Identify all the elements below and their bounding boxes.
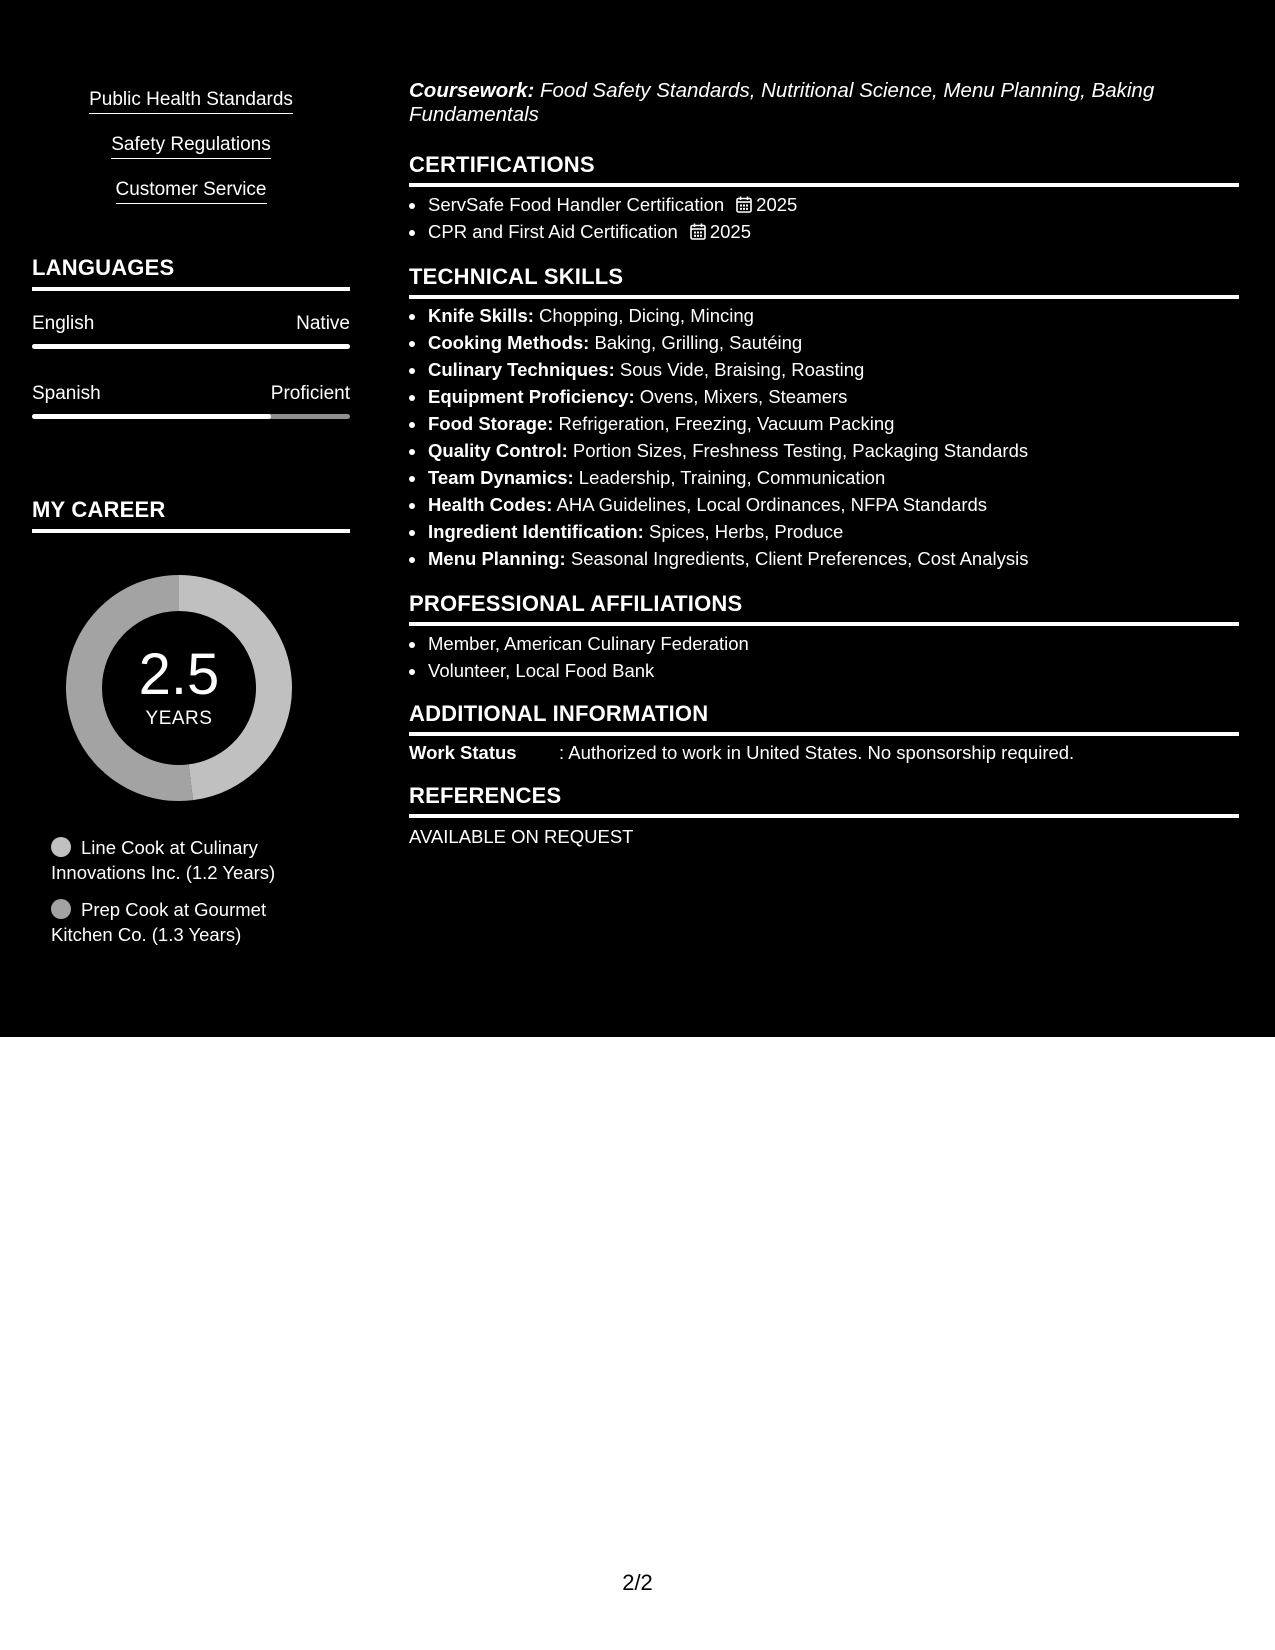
work-status bbox=[409, 742, 1074, 764]
language-bar bbox=[32, 344, 350, 349]
certification-name: CPR and First Aid Certification bbox=[428, 221, 678, 242]
language-row bbox=[32, 313, 350, 335]
career-total-years: 2.5 bbox=[138, 642, 220, 707]
technical-skill-item bbox=[427, 383, 1237, 410]
certification-item bbox=[427, 191, 1237, 218]
work-status-value: : Authorized to work in United States. No sponsorship required. bbox=[559, 742, 1075, 763]
skill-category: Cooking Methods: bbox=[428, 332, 590, 353]
coursework-label: Coursework: bbox=[409, 79, 535, 102]
skill-values: Seasonal Ingredients, Client Preferences, Cost Analysis bbox=[565, 548, 1029, 569]
work-status-label: Work Status bbox=[409, 742, 517, 763]
skill-category: Culinary Techniques: bbox=[428, 359, 615, 380]
career-unit: YEARS bbox=[145, 708, 213, 729]
skill-values: Sous Vide, Braising, Roasting bbox=[614, 359, 865, 380]
coursework-text: Food Safety Standards, Nutritional Science, Menu Planning, Baking Fundamentals bbox=[409, 79, 1155, 126]
references-title: REFERENCES bbox=[409, 783, 1239, 818]
language-level: Proficient bbox=[270, 383, 350, 404]
coursework bbox=[409, 79, 1209, 127]
certification-item bbox=[427, 218, 1237, 245]
skill-label: Customer Service bbox=[116, 179, 267, 204]
skill-category: Ingredient Identification: bbox=[428, 521, 644, 542]
skill-label: Safety Regulations bbox=[111, 134, 271, 159]
references-text: AVAILABLE ON REQUEST bbox=[409, 826, 634, 847]
language-row bbox=[32, 383, 350, 405]
technical-skill-item bbox=[427, 437, 1237, 464]
certification-year: 2025 bbox=[756, 194, 798, 215]
additional-info-title: ADDITIONAL INFORMATION bbox=[409, 701, 1239, 736]
skill-category: Food Storage: bbox=[428, 413, 554, 434]
skill-label: Public Health Standards bbox=[89, 89, 293, 114]
career-legend-label: Line Cook at Culinary Innovations Inc. (1.2 Years) bbox=[51, 837, 276, 883]
technical-skill-item bbox=[427, 545, 1237, 572]
skill-item bbox=[0, 178, 382, 202]
language-level: Native bbox=[296, 313, 350, 334]
technical-skill-item bbox=[427, 518, 1237, 545]
certification-year: 2025 bbox=[709, 221, 751, 242]
language-bar-fill bbox=[32, 344, 350, 349]
certifications-list bbox=[409, 191, 1237, 245]
skill-values: Spices, Herbs, Produce bbox=[643, 521, 844, 542]
sidebar bbox=[0, 0, 382, 1037]
certification-name: ServSafe Food Handler Certification bbox=[428, 194, 725, 215]
skill-values: Refrigeration, Freezing, Vacuum Packing bbox=[553, 413, 895, 434]
technical-skill-item bbox=[427, 329, 1237, 356]
career-title: MY CAREER bbox=[32, 497, 350, 533]
page-number: 2/2 bbox=[622, 1570, 653, 1595]
technical-skill-item bbox=[427, 410, 1237, 437]
skill-values: AHA Guidelines, Local Ordinances, NFPA Standards bbox=[552, 494, 988, 515]
skill-category: Health Codes: bbox=[428, 494, 553, 515]
technical-skill-item bbox=[427, 302, 1237, 329]
affiliation-item: • Volunteer, Local Food Bank bbox=[427, 657, 1237, 684]
certifications-title: CERTIFICATIONS bbox=[409, 152, 1239, 187]
technical-skills-list bbox=[409, 302, 1237, 572]
career-legend-item bbox=[51, 897, 311, 947]
skill-category: Knife Skills: bbox=[428, 305, 534, 326]
language-bar bbox=[32, 414, 350, 419]
language-name: English bbox=[32, 313, 95, 334]
technical-skill-item bbox=[427, 491, 1237, 518]
affiliations-title: PROFESSIONAL AFFILIATIONS bbox=[409, 591, 1239, 626]
language-name: Spanish bbox=[32, 383, 101, 404]
skill-category: Equipment Proficiency: bbox=[428, 386, 635, 407]
career-legend-item bbox=[51, 835, 311, 885]
technical-skill-item bbox=[427, 464, 1237, 491]
affiliations-list bbox=[409, 630, 1237, 684]
skill-values: Baking, Grilling, Sautéing bbox=[589, 332, 803, 353]
technical-skills-title: TECHNICAL SKILLS bbox=[409, 264, 1239, 299]
legend-dot bbox=[51, 899, 71, 919]
skill-values: Chopping, Dicing, Mincing bbox=[533, 305, 754, 326]
legend-dot bbox=[51, 837, 71, 857]
skill-values: Ovens, Mixers, Steamers bbox=[634, 386, 848, 407]
skill-item bbox=[0, 88, 382, 112]
technical-skill-item bbox=[427, 356, 1237, 383]
affiliation-item: • Member, American Culinary Federation bbox=[427, 630, 1237, 657]
skill-category: Quality Control: bbox=[428, 440, 568, 461]
languages-title: LANGUAGES bbox=[32, 255, 350, 291]
language-bar-fill bbox=[32, 414, 271, 419]
career-legend-label: Prep Cook at Gourmet Kitchen Co. (1.3 Years) bbox=[51, 899, 267, 945]
calendar-icon bbox=[736, 196, 752, 213]
skill-values: Leadership, Training, Communication bbox=[573, 467, 886, 488]
skill-category: Team Dynamics: bbox=[428, 467, 574, 488]
skill-category: Menu Planning: bbox=[428, 548, 566, 569]
main-content bbox=[409, 0, 1239, 1037]
skill-values: Portion Sizes, Freshness Testing, Packaging Standards bbox=[567, 440, 1029, 461]
calendar-icon bbox=[690, 223, 706, 240]
skill-item bbox=[0, 133, 382, 157]
